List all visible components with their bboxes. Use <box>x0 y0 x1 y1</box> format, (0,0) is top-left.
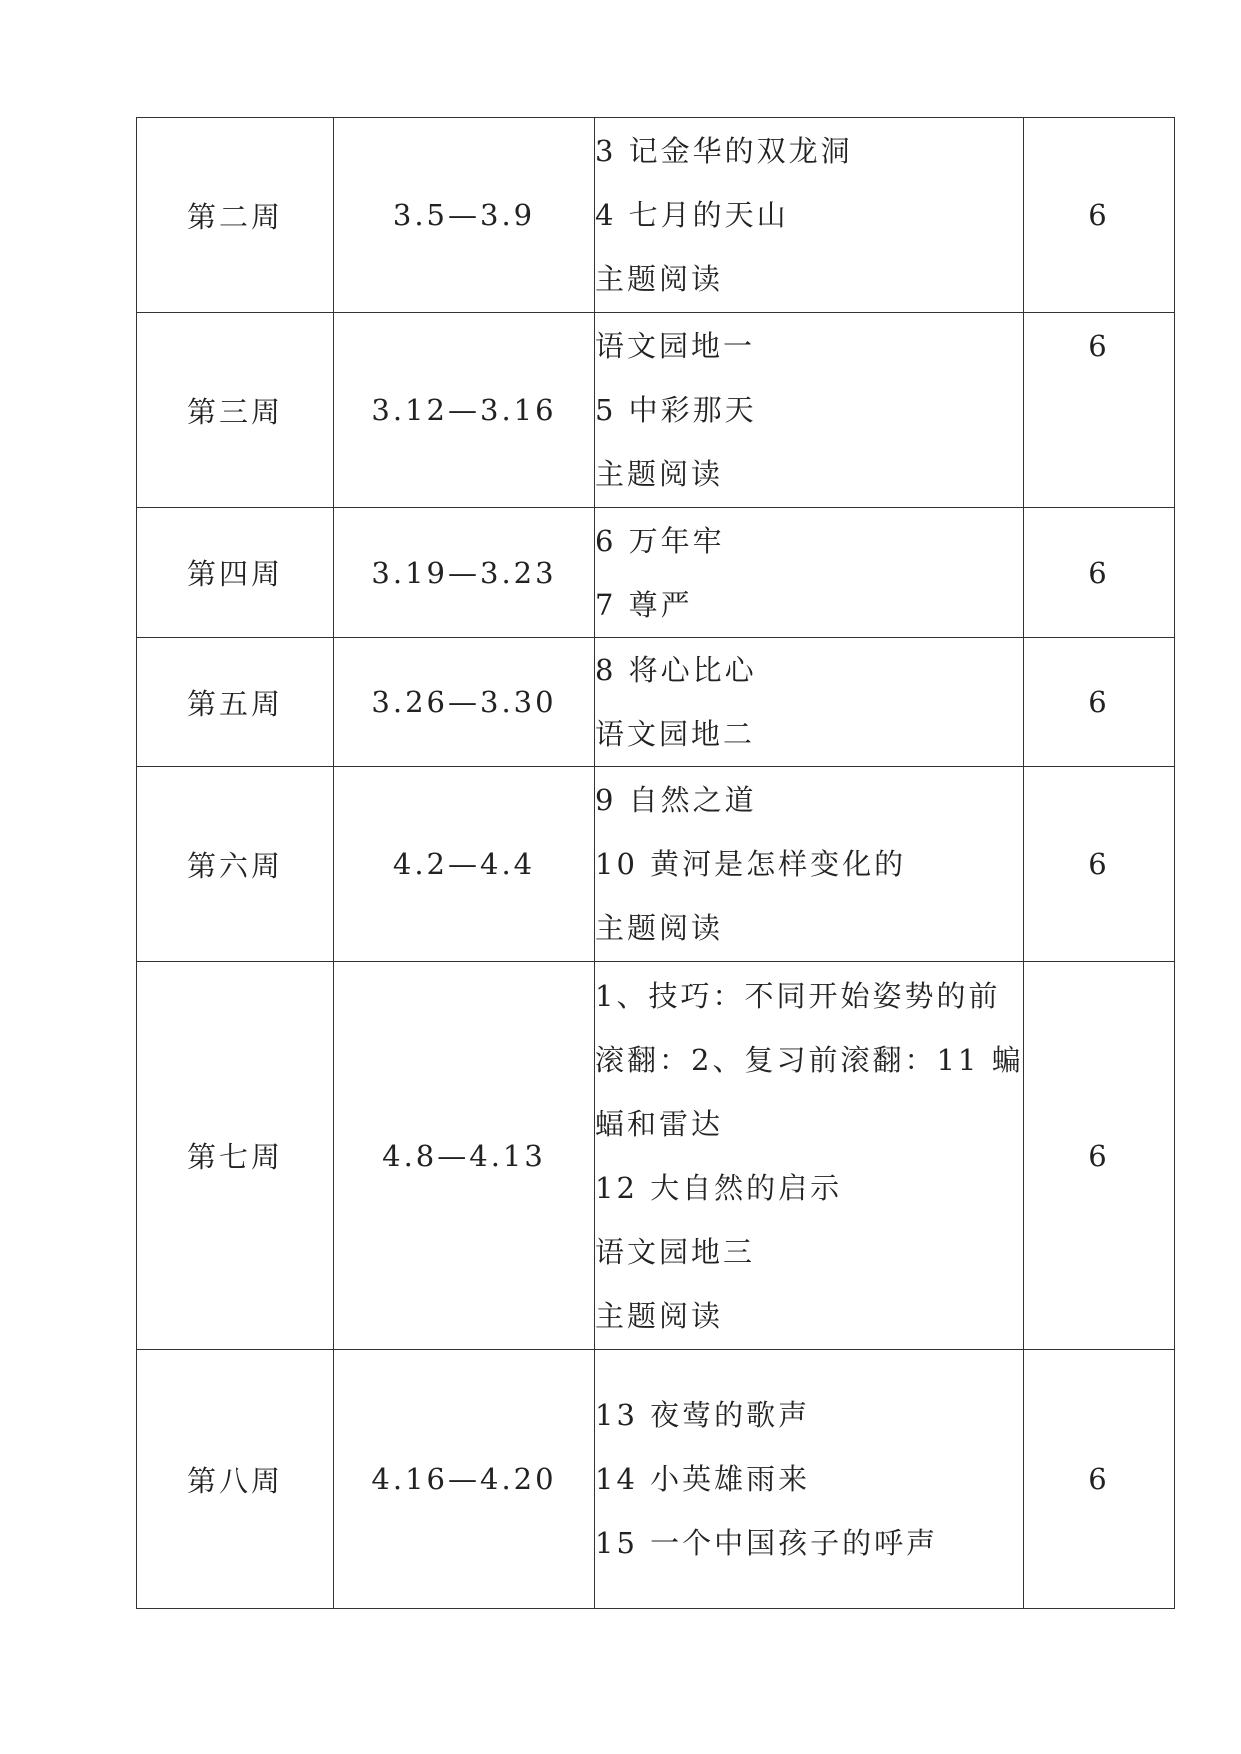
lesson-line: 1、技巧：不同开始姿势的前 <box>595 978 1001 1013</box>
lesson-content-cell <box>595 313 1024 508</box>
week-cell: 第五周 <box>137 638 334 767</box>
lesson-line: 15 一个中国孩子的呼声 <box>595 1526 939 1560</box>
lesson-line: 14 小英雄雨来 <box>595 1462 811 1496</box>
lesson-line: 5 中彩那天 <box>595 393 757 427</box>
lesson-content-cell <box>595 767 1024 962</box>
lesson-line: 主题阅读 <box>595 262 724 296</box>
lesson-line: 语文园地一 <box>595 329 756 363</box>
lesson-line: 4 七月的天山 <box>595 198 789 232</box>
lesson-line: 滚翻：2、复习前滚翻：11 蝙 <box>595 1042 1024 1077</box>
lesson-line: 7 尊严 <box>595 587 693 622</box>
date-range-cell: 4.8—4.13 <box>334 962 595 1350</box>
week-cell: 第四周 <box>137 508 334 638</box>
table-row <box>137 1350 1175 1609</box>
lesson-line: 9 自然之道 <box>595 783 757 817</box>
lesson-line: 蝠和雷达 <box>595 1106 724 1141</box>
lesson-line: 6 万年牢 <box>595 523 725 558</box>
lesson-content-cell <box>595 962 1024 1350</box>
date-range-cell: 3.26—3.30 <box>334 638 595 767</box>
table-row <box>137 767 1175 962</box>
lesson-line: 语文园地三 <box>595 1234 756 1269</box>
table-row <box>137 962 1175 1350</box>
lesson-line: 3 记金华的双龙洞 <box>595 134 853 168</box>
date-range-cell: 4.2—4.4 <box>334 767 595 962</box>
lesson-line: 10 黄河是怎样变化的 <box>595 847 907 881</box>
hours-cell: 6 <box>1024 638 1175 767</box>
hours-cell: 6 <box>1024 118 1175 313</box>
lesson-line: 语文园地二 <box>595 717 756 751</box>
hours-cell: 6 <box>1024 313 1175 508</box>
teaching-schedule-table <box>136 117 1175 1609</box>
lesson-line: 8 将心比心 <box>595 653 757 687</box>
lesson-content-cell <box>595 118 1024 313</box>
hours-cell: 6 <box>1024 962 1175 1350</box>
date-range-cell: 3.12—3.16 <box>334 313 595 508</box>
week-cell: 第七周 <box>137 962 334 1350</box>
lesson-content-cell <box>595 1350 1024 1609</box>
table-row <box>137 508 1175 638</box>
lesson-line: 主题阅读 <box>595 457 724 491</box>
hours-cell: 6 <box>1024 508 1175 638</box>
table-row <box>137 118 1175 313</box>
table-row <box>137 638 1175 767</box>
date-range-cell: 3.5—3.9 <box>334 118 595 313</box>
lesson-line: 13 夜莺的歌声 <box>595 1398 811 1432</box>
week-cell: 第八周 <box>137 1350 334 1609</box>
date-range-cell: 3.19—3.23 <box>334 508 595 638</box>
lesson-line: 主题阅读 <box>595 1298 724 1333</box>
week-cell: 第二周 <box>137 118 334 313</box>
lesson-line: 主题阅读 <box>595 911 724 945</box>
hours-cell: 6 <box>1024 1350 1175 1609</box>
hours-cell: 6 <box>1024 767 1175 962</box>
week-cell: 第三周 <box>137 313 334 508</box>
table-row <box>137 313 1175 508</box>
week-cell: 第六周 <box>137 767 334 962</box>
lesson-content-cell <box>595 508 1024 638</box>
lesson-content-cell <box>595 638 1024 767</box>
lesson-line: 12 大自然的启示 <box>595 1170 843 1205</box>
date-range-cell: 4.16—4.20 <box>334 1350 595 1609</box>
